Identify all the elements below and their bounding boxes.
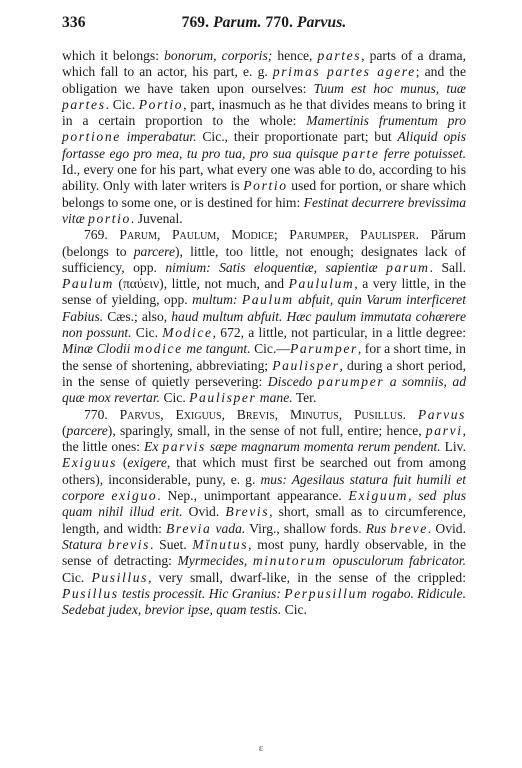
text-run: , the little ones: (62, 422, 466, 455)
text-run: multum: (192, 292, 242, 308)
text-run: Pusillus (91, 569, 149, 585)
text-run: testis processit. Hic Granius: (118, 585, 285, 601)
text-run: Parumper (289, 341, 358, 357)
text-run: , sed plus quam nihil illud erit. (62, 488, 466, 520)
text-run: , a very little, in the sense of yielding, opp. (62, 276, 466, 308)
text-run: nimium: Satis eloquentiæ, sapientiæ (165, 259, 387, 275)
text-run: Cic.— (250, 341, 290, 357)
text-run: Festinat decurrere brevissima vitæ (62, 194, 466, 226)
text-run: Paulisper (189, 390, 257, 406)
text-run: Paulum (62, 276, 114, 292)
text-run: parcere (66, 422, 108, 438)
text-run: Cic. (62, 569, 92, 585)
text-run: 770. (84, 406, 120, 422)
text-run (406, 407, 418, 422)
text-run: Mamertinis frumentum pro (306, 113, 466, 129)
signature-mark: ε (258, 742, 264, 754)
text-run: Aliquid opis fortasse ego pro mea, tu pro tua, pro sua quisque (62, 129, 466, 161)
text-run: vada. (211, 520, 246, 536)
text-run: Exiguus (62, 455, 117, 471)
text-run: partes (62, 96, 106, 112)
text-run: ), sparingly, small, in the sense of not full, entire; hence, (107, 422, 426, 438)
text-run: mus: Agesilaus statura fuit humili et corpore (62, 471, 466, 504)
text-run: Myrmecides, (177, 553, 253, 569)
running-title (62, 14, 466, 32)
text-run: parcere (133, 243, 175, 259)
text-run: Cic., their proportionate part; but (196, 129, 398, 145)
text-run: Brevis (225, 504, 270, 520)
text-run: Paululum (288, 276, 355, 292)
text-run: , short, small as to circumference, length, and width: (62, 504, 467, 536)
text-run: me tangunt. (182, 341, 251, 357)
running-title-number-1: 769. (181, 14, 210, 31)
text-run: mane. (256, 390, 293, 406)
text-run: minutorum (252, 553, 327, 569)
text-run: Ovid. (182, 504, 226, 520)
text-run: brevis (107, 536, 151, 552)
page-number: 336 (62, 14, 86, 31)
text-run: bonorum, corporis; (164, 48, 273, 63)
text-run: exigere (127, 455, 167, 471)
page-footer (0, 742, 522, 754)
text-run: parvis (162, 439, 206, 455)
text-run: modice (133, 341, 183, 357)
text-run: Discedo (267, 373, 318, 389)
text-run: parte (342, 145, 380, 161)
text-run: a somniis, ad quæ mox revertar. (62, 373, 467, 406)
text-run: Cic. (160, 390, 190, 406)
text-run: breve (390, 520, 428, 536)
paragraph (62, 48, 466, 227)
paragraph (62, 227, 466, 406)
text-run: Virg., shallow fords. (245, 520, 366, 536)
text-run: ( (117, 455, 128, 471)
text-run: exiguo (111, 488, 158, 504)
text-run: Cic. (281, 602, 307, 618)
text-run: parumper (317, 373, 385, 389)
text-run: abfuit, quin Varum interficeret Fabius. (62, 292, 466, 324)
text-run: Perpusillum (284, 585, 369, 601)
text-run: . Juvenal. (130, 210, 183, 226)
text-run: opusculorum fabricator. (326, 553, 466, 569)
text-run: Părum (belongs to (62, 227, 467, 259)
text-run: primas partes agere (272, 64, 416, 80)
text-run: Portio (243, 178, 288, 194)
running-title-word-2: Parvus. (293, 14, 347, 31)
text-run: (παύειν), little, not much, and (113, 276, 289, 292)
text-run: Parvus, Exiguus, Brevis, Minutus, Pusillus. (119, 406, 407, 422)
text-run: , 672, a little, not particular, in a little degree: (212, 325, 466, 341)
text-run: Brevia (166, 520, 212, 536)
text-run: Cic. (131, 325, 163, 341)
text-run: rogabo. Ridicule. Sedebat judex, brevior ipse, quam testis. (62, 585, 466, 618)
text-run: Tuum est hoc munus, tuæ (313, 80, 466, 96)
text-run: Exiguum (348, 488, 409, 504)
text-run: Minæ Clodii (62, 341, 134, 357)
text-run: Mĭnutus (192, 536, 249, 552)
text-run: Modice (162, 325, 213, 341)
text-run: ), little, too little, not enough; designates lack of sufficiency, opp. (62, 243, 467, 275)
running-title-word-1: Parum. (209, 14, 266, 31)
text-run: Rus (365, 520, 391, 536)
text-run: , that which must first be searched out from among others), inconsiderable, puny, e. g. (62, 455, 466, 487)
text-run: , parts of a drama, which fall to an actor, his part, e. g. (62, 48, 466, 80)
paragraph (62, 407, 466, 619)
text-run: ; and the obligation we have taken upon ourselves: (62, 64, 466, 96)
text-run: . Suet. (150, 536, 193, 552)
text-run: ( (62, 422, 67, 438)
text-run: parum (386, 259, 430, 275)
page-body (62, 48, 466, 618)
text-run: , during a short period, in the sense of quietly persevering: (62, 357, 466, 389)
text-run: hence, (272, 48, 318, 63)
running-title-number-2: 770. (265, 14, 294, 31)
text-run: Paulisper (272, 357, 340, 373)
text-run: Portio (138, 96, 184, 112)
text-run: imperabatur. (120, 129, 197, 145)
text-run: . Nep., unimportant appearance. (157, 488, 349, 504)
text-run: ferre potuisset. (379, 145, 466, 161)
text-run: . Sall. (429, 259, 466, 275)
text-run: . Cic. (105, 96, 139, 112)
text-run: Pusillus (62, 585, 119, 601)
text-run: Paulum (241, 292, 294, 308)
text-run: portio (88, 210, 131, 226)
text-run: , part, inasmuch as he that divides means to bring it in a certain proportion to the whole: (62, 96, 466, 129)
text-run: Parum, Paulum, Modice; Parumper, Paulisper. (119, 227, 419, 243)
text-run: portione (62, 129, 121, 145)
text-run: haud multum abfuit. Hæc paulum immutata cohærere non possunt. (62, 308, 466, 341)
text-run: , most puny, hardly observable, in the sense of detracting: (62, 536, 466, 569)
text-run: Ex (144, 439, 163, 455)
text-run: Liv. (440, 439, 466, 455)
text-run: used for portion, or share which belongs to some one, or is destined for him: (62, 178, 466, 210)
text-run: , very small, dwarf-like, in the sense of the crippled: (148, 569, 466, 585)
text-run: parvi (425, 422, 463, 438)
text-run: Statura (62, 536, 108, 552)
text-run: Cæs.; also, (103, 308, 172, 324)
text-run: 769. (84, 227, 120, 243)
text-run: Ter. (292, 390, 317, 406)
text-run: . Ovid. (427, 520, 466, 536)
text-run: , for a short time, in the sense of shortening, abbreviating; (62, 341, 466, 373)
text-run: sæpe magnarum momenta rerum pendent. (205, 439, 441, 455)
text-run: which it belongs: (62, 48, 165, 63)
text-run: partes (317, 48, 362, 63)
text-run: Id., every one for his part, what every one was able to do, according to his ability. Only with later writers is (62, 162, 466, 194)
text-run: Parvus (417, 406, 466, 422)
